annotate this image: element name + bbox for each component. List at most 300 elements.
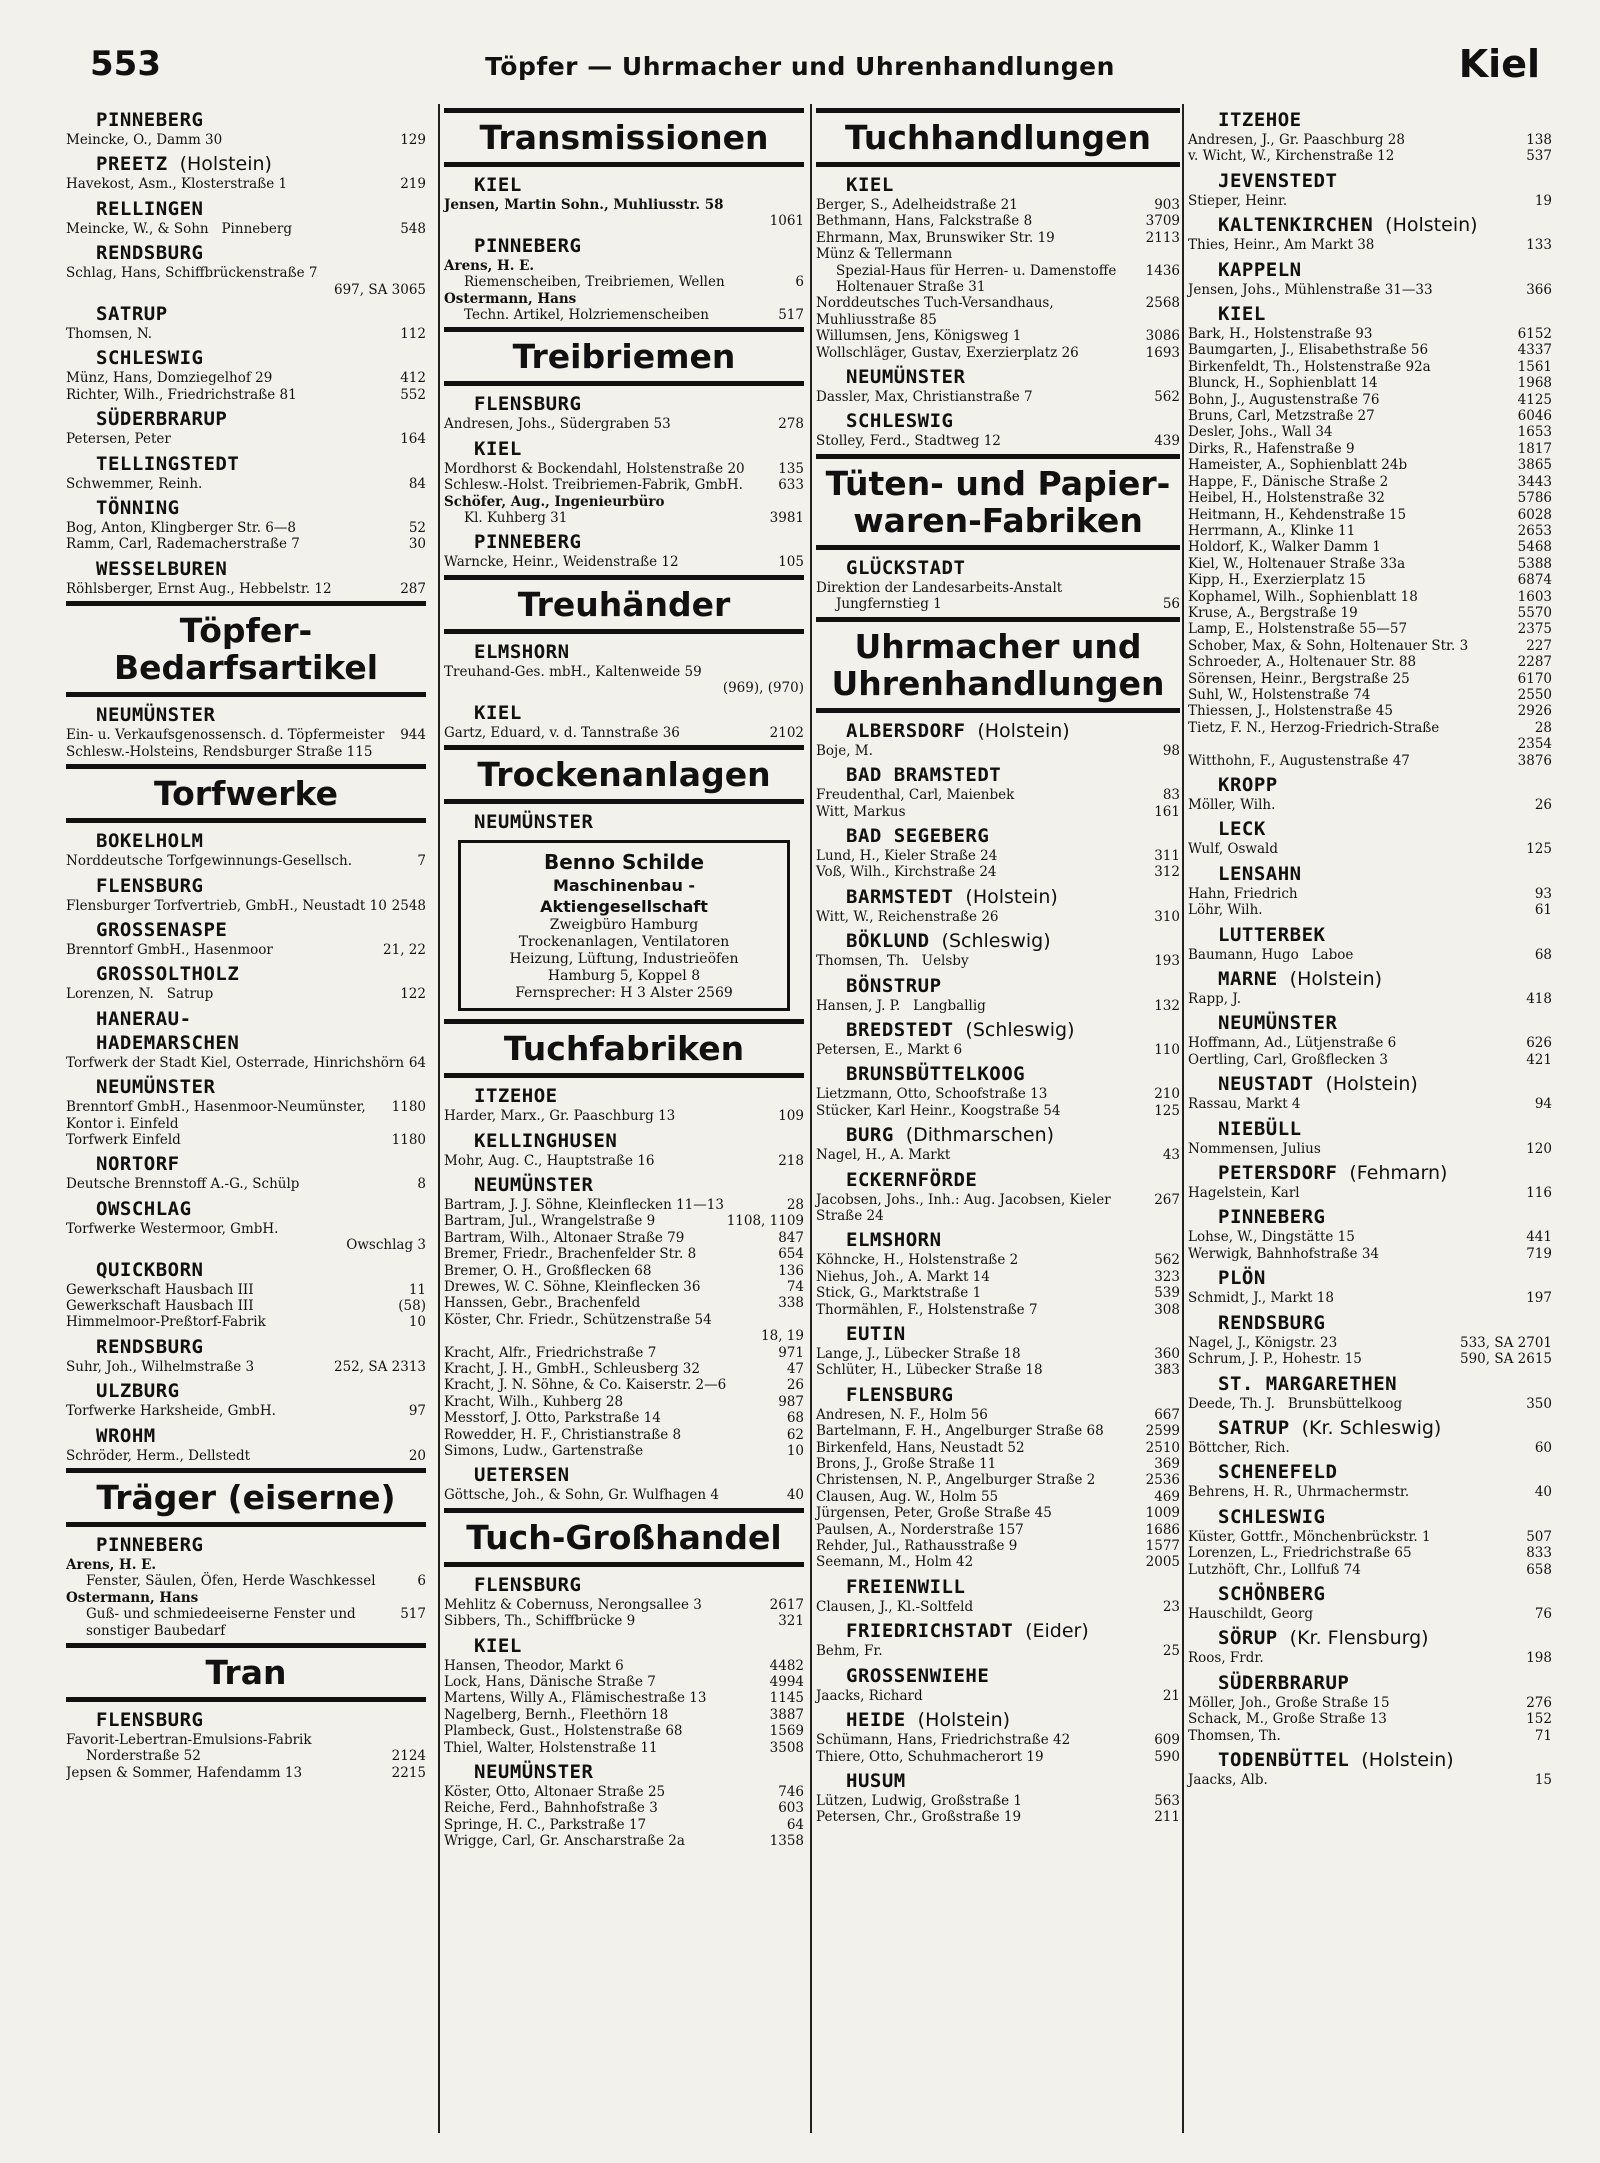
directory-column-1 xyxy=(66,104,426,2133)
entry-phone: 110 xyxy=(1154,1041,1180,1058)
directory-section xyxy=(1188,1011,1552,1068)
directory-column-4 xyxy=(1182,104,1552,2133)
directory-entry xyxy=(444,197,804,213)
directory-entry xyxy=(66,1221,426,1237)
category-heading: Tran xyxy=(66,1643,426,1702)
entry-phone: 112 xyxy=(400,326,426,343)
directory-entry xyxy=(1188,1695,1552,1711)
directory-entry xyxy=(66,1573,426,1589)
directory-entry xyxy=(66,986,426,1002)
directory-section xyxy=(66,1424,426,1464)
directory-entry xyxy=(1188,490,1552,506)
entry-name: Stücker, Karl Heinr., Koogstraße 54 xyxy=(816,1102,1061,1119)
directory-section xyxy=(444,575,804,634)
entry-name: Himmelmoor-Preßtorf-Fabrik xyxy=(66,1314,266,1331)
directory-entry xyxy=(66,476,426,492)
entry-name: Witt, Markus xyxy=(816,803,906,820)
directory-section xyxy=(816,617,1180,713)
city-heading xyxy=(1218,862,1552,886)
entry-name: Bethmann, Hans, Falckstraße 8 xyxy=(816,213,1033,230)
entry-phone: 3876 xyxy=(1517,752,1552,769)
entry-name: Dirks, R., Hafenstraße 9 xyxy=(1188,440,1355,457)
entry-name: Meincke, O., Damm 30 xyxy=(66,132,223,148)
entry-phone: 21 xyxy=(1162,1687,1180,1704)
entry-name: Freudenthal, Carl, Maienbek xyxy=(816,787,1015,804)
entry-name: Berger, S., Adelheidstraße 21 xyxy=(816,197,1018,213)
entry-phone: 105 xyxy=(778,554,804,571)
directory-entry xyxy=(1188,359,1552,375)
entry-phone: 97 xyxy=(408,1403,426,1420)
directory-entry xyxy=(1188,1229,1552,1245)
directory-entry xyxy=(444,274,804,290)
entry-name: Holdorf, K., Walker Damm 1 xyxy=(1188,539,1381,556)
city-name: KIEL xyxy=(474,174,522,196)
city-heading xyxy=(1218,1671,1552,1695)
entry-phone: Owschlag 3 xyxy=(346,1237,426,1254)
directory-entry xyxy=(816,1522,1180,1538)
advertisement-line: Zweigbüro Hamburg xyxy=(549,917,699,934)
entry-phone: 563 xyxy=(1154,1792,1180,1809)
entry-name: Brons, J., Große Straße 11 xyxy=(816,1456,997,1473)
city-name: GROSSENASPE xyxy=(96,918,228,941)
city-heading xyxy=(96,1152,426,1176)
entry-name: Küster, Gottfr., Mönchenbrückstr. 1 xyxy=(1188,1528,1431,1545)
directory-section xyxy=(1188,1626,1552,1666)
directory-section xyxy=(66,496,426,553)
directory-entry xyxy=(444,1723,804,1739)
city-name: SATRUP xyxy=(1218,1416,1290,1439)
entry-name: Behrens, H. R., Uhrmachermstr. xyxy=(1188,1484,1410,1501)
directory-section xyxy=(444,1508,804,1567)
directory-section xyxy=(816,719,1180,759)
entry-name: Ostermann, Hans xyxy=(66,1589,199,1606)
entry-name: Jepsen & Sommer, Hafendamm 13 xyxy=(66,1764,303,1781)
directory-section xyxy=(1188,213,1552,253)
entry-phone: 7 xyxy=(417,853,426,870)
advertisement-line: Hamburg 5, Koppel 8 xyxy=(547,968,701,985)
city-name: KAPPELN xyxy=(1218,258,1302,281)
city-name: FLENSBURG xyxy=(846,1383,954,1406)
entry-phone: 218 xyxy=(778,1152,804,1169)
entry-name: Böttcher, Rich. xyxy=(1188,1439,1290,1456)
entry-name: Baumann, Hugo Laboe xyxy=(1188,946,1354,963)
directory-entry xyxy=(444,1597,804,1613)
entry-name: Witt, W., Reichenstraße 26 xyxy=(816,908,999,925)
directory-section xyxy=(1188,773,1552,813)
entry-name: Drewes, W. C. Söhne, Kleinflecken 36 xyxy=(444,1278,701,1295)
entry-phone: 197 xyxy=(1526,1290,1552,1307)
directory-entry xyxy=(1188,1606,1552,1622)
directory-section xyxy=(444,173,804,230)
entry-phone: 10 xyxy=(408,1314,426,1331)
entry-phone: 412 xyxy=(400,370,426,387)
entry-name: Nagelberg, Bernh., Fleethörn 18 xyxy=(444,1706,669,1723)
directory-section xyxy=(816,1322,1180,1379)
entry-phone: 1145 xyxy=(769,1690,804,1707)
directory-entry xyxy=(816,1809,1180,1825)
city-heading xyxy=(1218,258,1552,282)
directory-entry xyxy=(66,1132,426,1148)
entry-name: Bruns, Carl, Metzstraße 27 xyxy=(1188,408,1375,425)
entry-phone: 287 xyxy=(400,580,426,597)
directory-section xyxy=(444,108,804,167)
city-heading xyxy=(1218,1416,1552,1440)
directory-entry xyxy=(444,1833,804,1849)
directory-entry xyxy=(1188,621,1552,637)
entry-name: Hansen, J. P. Langballig xyxy=(816,997,986,1014)
city-heading xyxy=(96,1197,426,1221)
entry-phone: 833 xyxy=(1526,1545,1552,1562)
directory-entry xyxy=(816,1688,1180,1704)
entry-name: Schober, Max, & Sohn, Holtenauer Str. 3 xyxy=(1188,637,1469,654)
directory-entry xyxy=(66,1359,426,1375)
entry-phone: 2005 xyxy=(1145,1554,1180,1571)
city-name: FLENSBURG xyxy=(474,1573,582,1596)
entry-name: Schmidt, J., Markt 18 xyxy=(1188,1290,1334,1307)
city-heading xyxy=(846,556,1180,580)
entry-phone: 40 xyxy=(786,1487,804,1504)
directory-entry xyxy=(444,1427,804,1443)
directory-section xyxy=(66,152,426,192)
city-name: OWSCHLAG xyxy=(96,1197,192,1220)
directory-entry xyxy=(816,1554,1180,1570)
entry-name: Göttsche, Joh., & Sohn, Gr. Wulfhagen 4 xyxy=(444,1487,719,1504)
directory-entry xyxy=(1188,1529,1552,1545)
directory-entry xyxy=(66,282,426,298)
directory-entry xyxy=(816,1472,1180,1488)
city-heading xyxy=(846,409,1180,433)
entry-phone: 164 xyxy=(400,431,426,448)
city-region: (Schleswig) xyxy=(965,1018,1075,1041)
city-heading xyxy=(1218,1311,1552,1335)
entry-name: Schrum, J. P., Hohestr. 15 xyxy=(1188,1351,1362,1368)
directory-section xyxy=(66,764,426,823)
directory-entry xyxy=(1188,703,1552,719)
entry-name: Meincke, W., & Sohn Pinneberg xyxy=(66,220,292,237)
city-heading xyxy=(96,346,426,370)
page-number: 553 xyxy=(90,44,161,84)
directory-section xyxy=(444,1173,804,1460)
entry-name: Lund, H., Kieler Straße 24 xyxy=(816,847,998,864)
city-heading xyxy=(846,1383,1180,1407)
entry-name: Favorit-Lebertran-Emulsions-Fabrik xyxy=(66,1732,312,1749)
entry-phone: 2599 xyxy=(1145,1423,1180,1440)
directory-entry xyxy=(816,1505,1180,1521)
entry-name: Behm, Fr. xyxy=(816,1643,883,1660)
city-name: SATRUP xyxy=(96,303,168,326)
city-name: ITZEHOE xyxy=(474,1085,558,1108)
directory-section xyxy=(1188,862,1552,919)
directory-entry xyxy=(1188,687,1552,703)
entry-phone: 5786 xyxy=(1517,490,1552,507)
city-heading xyxy=(1218,1582,1552,1606)
city-heading xyxy=(846,1619,1180,1643)
city-heading xyxy=(96,1075,426,1099)
entry-phone: 28 xyxy=(1534,719,1552,736)
city-name: ELMSHORN xyxy=(846,1229,942,1252)
city-region: (Kr. Schleswig) xyxy=(1301,1416,1442,1439)
directory-section xyxy=(66,241,426,298)
city-name: PINNEBERG xyxy=(474,531,582,554)
entry-phone: 6170 xyxy=(1517,670,1552,687)
directory-section xyxy=(66,407,426,447)
city-heading xyxy=(474,1760,804,1784)
entry-name: Schümann, Hans, Friedrichstraße 42 xyxy=(816,1732,1071,1749)
directory-entry xyxy=(816,998,1180,1014)
city-name: KELLINGHUSEN xyxy=(474,1129,618,1152)
entry-name: Arens, H. E. xyxy=(444,257,535,274)
entry-phone: 135 xyxy=(778,460,804,477)
entry-name: Flensburger Torfvertrieb, GmbH., Neustadt 10 xyxy=(66,897,387,914)
directory-entry xyxy=(1188,1351,1552,1367)
entry-phone: 23 xyxy=(1162,1598,1180,1615)
directory-entry xyxy=(444,1443,804,1459)
city-region: (Eider) xyxy=(1025,1620,1089,1643)
entry-name: Bartelmann, F. H., Angelburger Straße 68 xyxy=(816,1423,1104,1440)
entry-phone: 2536 xyxy=(1145,1472,1180,1489)
directory-entry xyxy=(816,295,1180,328)
entry-name: Harder, Marx., Gr. Paaschburg 13 xyxy=(444,1108,676,1125)
city-heading xyxy=(1218,1266,1552,1290)
directory-section xyxy=(1188,1582,1552,1622)
entry-phone: 321 xyxy=(778,1613,804,1630)
directory-entry xyxy=(66,1282,426,1298)
entry-phone: 903 xyxy=(1154,197,1180,213)
city-name: BAD BRAMSTEDT xyxy=(846,764,1002,787)
entry-name: Nagel, H., A. Markt xyxy=(816,1147,951,1164)
entry-phone: 25 xyxy=(1162,1643,1180,1660)
directory-entry xyxy=(816,1407,1180,1423)
entry-phone: 1436 xyxy=(1145,262,1180,279)
entry-name: Andresen, Johs., Südergraben 53 xyxy=(444,416,671,433)
city-name: ELMSHORN xyxy=(474,640,570,663)
city-heading xyxy=(846,1018,1180,1042)
city-heading xyxy=(1218,169,1552,193)
entry-name: Werwigk, Bahnhofstraße 34 xyxy=(1188,1245,1380,1262)
directory-entry xyxy=(1188,1711,1552,1727)
directory-entry xyxy=(1188,556,1552,572)
directory-entry xyxy=(66,326,426,342)
entry-name: Deutsche Brennstoff A.-G., Schülp xyxy=(66,1176,300,1193)
entry-phone: 548 xyxy=(400,220,426,237)
directory-entry xyxy=(816,1103,1180,1119)
entry-phone: 2375 xyxy=(1517,621,1552,638)
directory-section xyxy=(66,108,426,148)
directory-entry xyxy=(66,265,426,281)
directory-section xyxy=(66,703,426,760)
directory-section xyxy=(816,1018,1180,1058)
category-heading: Tuch-Großhandel xyxy=(444,1508,804,1567)
entry-name: Köster, Otto, Altonaer Straße 25 xyxy=(444,1784,666,1801)
directory-section xyxy=(1188,1748,1552,1788)
entry-name: Fenster, Säulen, Öfen, Herde Waschkessel xyxy=(86,1573,376,1590)
directory-entry xyxy=(1188,441,1552,457)
directory-entry xyxy=(816,328,1180,344)
directory-section xyxy=(1188,1161,1552,1201)
directory-section xyxy=(816,1123,1180,1163)
city-name: PREETZ xyxy=(96,153,168,176)
directory-section xyxy=(444,1573,804,1630)
directory-entry xyxy=(66,1606,426,1639)
directory-entry xyxy=(816,804,1180,820)
directory-entry xyxy=(66,387,426,403)
directory-entry xyxy=(444,1197,804,1213)
directory-entry xyxy=(66,727,426,760)
entry-name: Hauschildt, Georg xyxy=(1188,1605,1313,1622)
entry-phone: 1061 xyxy=(769,213,804,230)
city-name: KIEL xyxy=(1218,303,1266,326)
city-name: PINNEBERG xyxy=(1218,1206,1326,1229)
directory-entry xyxy=(1188,1396,1552,1412)
directory-entry xyxy=(1188,1440,1552,1456)
directory-section xyxy=(816,1168,1180,1225)
entry-name: Bark, H., Holstenstraße 93 xyxy=(1188,326,1373,343)
city-name: HANERAU- HADEMARSCHEN xyxy=(96,1007,240,1054)
entry-phone: 533, SA 2701 xyxy=(1460,1334,1552,1351)
directory-entry xyxy=(816,1192,1180,1225)
city-heading xyxy=(1218,1505,1552,1529)
directory-entry xyxy=(1188,1728,1552,1744)
directory-section xyxy=(816,1708,1180,1765)
city-heading xyxy=(846,1575,1180,1599)
entry-name: Schlüter, H., Lübecker Straße 18 xyxy=(816,1362,1043,1379)
entry-name: Tietz, F. N., Herzog-Friedrich-Straße xyxy=(1188,719,1440,736)
entry-phone: 5570 xyxy=(1517,604,1552,621)
directory-entry xyxy=(444,1487,804,1503)
directory-entry xyxy=(816,345,1180,361)
directory-entry xyxy=(66,1237,426,1253)
entry-name: Birkenfeldt, Th., Holstenstraße 92a xyxy=(1188,358,1431,375)
entry-phone: 562 xyxy=(1154,389,1180,406)
directory-section xyxy=(444,701,804,741)
entry-phone: 2102 xyxy=(769,724,804,741)
entry-phone: 2568 xyxy=(1145,295,1180,312)
city-heading xyxy=(846,1168,1180,1192)
entry-phone: 5468 xyxy=(1517,539,1552,556)
directory-section xyxy=(66,918,426,958)
entry-name: Bog, Anton, Klingberger Str. 6—8 xyxy=(66,520,296,537)
city-region: (Holstein) xyxy=(1361,1748,1454,1771)
entry-name: Lohse, W., Dingstätte 15 xyxy=(1188,1229,1355,1246)
directory-entry xyxy=(816,1440,1180,1456)
directory-entry xyxy=(1188,654,1552,670)
city-region: (Schleswig) xyxy=(941,930,1051,953)
city-name: KIEL xyxy=(474,701,522,724)
directory-entry xyxy=(444,1674,804,1690)
entry-name: Hansen, Theodor, Markt 6 xyxy=(444,1657,624,1674)
directory-entry xyxy=(816,1489,1180,1505)
directory-entry xyxy=(66,1314,426,1330)
directory-entry xyxy=(444,1690,804,1706)
city-name: SCHLESWIG xyxy=(846,410,954,433)
entry-phone: 61 xyxy=(1534,902,1552,919)
entry-phone: 129 xyxy=(400,132,426,148)
city-heading xyxy=(846,365,1180,389)
entry-phone: 56 xyxy=(1162,596,1180,613)
directory-section xyxy=(66,829,426,869)
city-heading xyxy=(96,962,426,986)
entry-name: Kracht, Alfr., Friedrichstraße 7 xyxy=(444,1344,657,1361)
directory-section xyxy=(66,1007,426,1071)
entry-phone: 10 xyxy=(786,1443,804,1459)
entry-phone: 125 xyxy=(1526,841,1552,858)
city-name: PETERSDORF xyxy=(1218,1162,1338,1185)
directory-entry xyxy=(444,1263,804,1279)
directory-section xyxy=(66,557,426,597)
directory-column-2 xyxy=(438,104,804,2133)
entry-name: Lietzmann, Otto, Schoofstraße 13 xyxy=(816,1086,1048,1103)
entry-name: Jürgensen, Peter, Große Straße 45 xyxy=(816,1505,1052,1522)
city-name: RENDSBURG xyxy=(96,242,204,265)
entry-phone: 43 xyxy=(1162,1147,1180,1164)
directory-entry xyxy=(1188,1035,1552,1051)
entry-name: Clausen, J., Kl.-Soltfeld xyxy=(816,1598,974,1615)
advertisement-line: Trockenanlagen, Ventilatoren xyxy=(518,934,730,951)
entry-name: Jaacks, Richard xyxy=(816,1687,923,1704)
city-heading xyxy=(846,974,1180,998)
entry-name: Wollschläger, Gustav, Exerzierplatz 26 xyxy=(816,344,1079,361)
directory-entry xyxy=(66,1055,426,1071)
city-name: JEVENSTEDT xyxy=(1218,169,1338,192)
city-name: SÜDERBRARUP xyxy=(1218,1671,1350,1694)
entry-phone: 26 xyxy=(1534,797,1552,813)
directory-section xyxy=(1188,1671,1552,1744)
directory-section xyxy=(444,1129,804,1169)
directory-section xyxy=(444,530,804,570)
directory-entry xyxy=(444,1800,804,1816)
city-heading xyxy=(96,407,426,431)
directory-entry xyxy=(444,554,804,570)
directory-section xyxy=(66,1335,426,1375)
directory-entry xyxy=(66,431,426,447)
entry-phone: 133 xyxy=(1526,237,1552,254)
directory-section xyxy=(1188,1460,1552,1500)
directory-entry xyxy=(66,1557,426,1573)
entry-name: Kiel, W., Holtenauer Straße 33a xyxy=(1188,555,1406,572)
entry-name: Lorenzen, L., Friedrichstraße 65 xyxy=(1188,1545,1412,1562)
directory-entry xyxy=(1188,523,1552,539)
city-heading xyxy=(474,810,804,834)
entry-phone: 109 xyxy=(778,1108,804,1125)
entry-name: Niehus, Joh., A. Markt 14 xyxy=(816,1268,990,1285)
city-region: (Holstein) xyxy=(965,885,1058,908)
directory-entry xyxy=(816,1086,1180,1102)
city-heading xyxy=(96,152,426,176)
entry-name: Bremer, Friedr., Brachenfelder Str. 8 xyxy=(444,1246,697,1263)
entry-name: Sibbers, Th., Schiffbrücke 9 xyxy=(444,1613,636,1630)
entry-phone: 1358 xyxy=(769,1833,804,1850)
directory-section xyxy=(66,1708,426,1781)
entry-phone: 590, SA 2615 xyxy=(1460,1351,1552,1368)
entry-name: Ramm, Carl, Rademacherstraße 7 xyxy=(66,536,300,553)
directory-entry xyxy=(816,246,1180,262)
city-name: SCHENEFELD xyxy=(1218,1461,1338,1484)
entry-phone: 626 xyxy=(1526,1035,1552,1052)
entry-name: Nommensen, Julius xyxy=(1188,1140,1321,1157)
directory-entry xyxy=(66,853,426,869)
entry-name: Suhl, W., Holstenstraße 74 xyxy=(1188,686,1371,703)
entry-phone: 68 xyxy=(1534,946,1552,963)
entry-name: Hahn, Friedrich xyxy=(1188,885,1298,902)
directory-entry xyxy=(444,1295,804,1311)
city-name: GROSSENWIEHE xyxy=(846,1664,990,1687)
directory-section xyxy=(66,1197,426,1254)
entry-phone: 552 xyxy=(400,386,426,403)
directory-entry xyxy=(816,1302,1180,1318)
city-heading xyxy=(474,1573,804,1597)
entry-phone: 64 xyxy=(786,1816,804,1833)
entry-name: v. Wicht, W., Kirchenstraße 12 xyxy=(1188,148,1395,165)
